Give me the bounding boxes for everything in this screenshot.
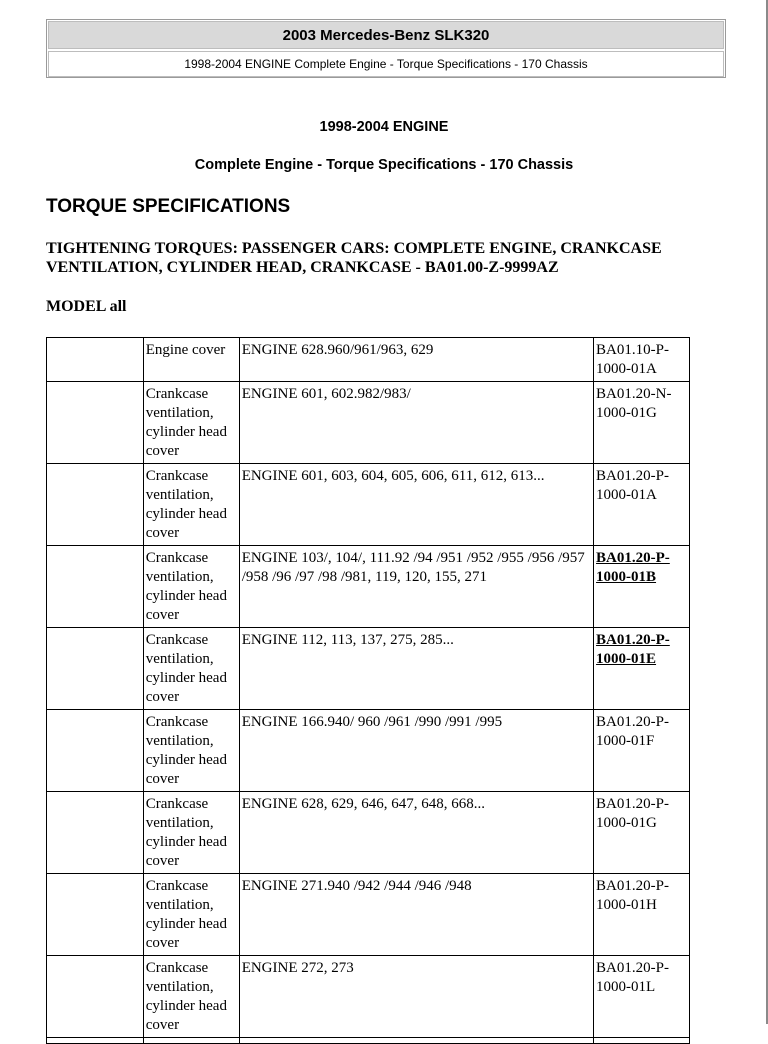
table-row — [47, 874, 690, 956]
reference-cell: BA01.20-N-1000-01G — [594, 382, 690, 464]
table-row — [47, 464, 690, 546]
engine-cell: ENGINE 628.960/961/963, 629 — [239, 338, 593, 382]
reference-link[interactable]: BA01.20-P-1000-01E — [596, 632, 670, 667]
engine-cell: ENGINE 628, 629, 646, 647, 648, 668... — [239, 792, 593, 874]
component-cell: Crankcase ventilation, cylinder head cover — [143, 382, 239, 464]
model-label: MODEL all — [46, 298, 127, 315]
reference-cell: BA01.20-P-1000-01H — [594, 874, 690, 956]
table-row — [47, 792, 690, 874]
engine-cell: ENGINE 103/, 104/, 111.92 /94 /951 /952 /955 /956 /957 /958 /96 /97 /98 /981, 119, 120, 155, 271 — [239, 546, 593, 628]
table-row — [47, 710, 690, 792]
vehicle-title: 2003 Mercedes-Benz SLK320 — [48, 21, 724, 49]
row-blank-cell — [47, 1038, 144, 1044]
torque-spec-table — [46, 337, 690, 1044]
reference-cell: BA01.20-P-1000-01A — [594, 464, 690, 546]
engine-cell: ENGINE 601, 603, 604, 605, 606, 611, 612, 613... — [239, 464, 593, 546]
reference-cell: BA01.20-P-1000-01L — [594, 956, 690, 1038]
component-cell: Engine cover — [143, 338, 239, 382]
section-title: 1998-2004 ENGINE — [319, 119, 449, 135]
reference-cell — [594, 1038, 690, 1044]
table-heading: TIGHTENING TORQUES: PASSENGER CARS: COMPLETE ENGINE, CRANKCASE VENTILATION, CYLINDER HEAD, CRANKCASE - BA01.00-Z-9999AZ — [46, 240, 662, 276]
engine-cell: ENGINE 272, 273 — [239, 956, 593, 1038]
page-heading: TORQUE SPECIFICATIONS — [46, 196, 291, 217]
document-header — [46, 19, 726, 78]
engine-cell: ENGINE 112, 113, 137, 275, 285... — [239, 628, 593, 710]
component-cell: Crankcase ventilation, cylinder head cover — [143, 464, 239, 546]
component-cell: Crankcase ventilation, cylinder head cover — [143, 628, 239, 710]
row-blank-cell — [47, 382, 144, 464]
component-cell: Crankcase ventilation, cylinder head cover — [143, 710, 239, 792]
row-blank-cell — [47, 464, 144, 546]
engine-cell: ENGINE 166.940/ 960 /961 /990 /991 /995 — [239, 710, 593, 792]
reference-cell: BA01.20-P-1000-01F — [594, 710, 690, 792]
engine-cell — [239, 1038, 593, 1044]
table-row — [47, 628, 690, 710]
row-blank-cell — [47, 338, 144, 382]
engine-cell: ENGINE 271.940 /942 /944 /946 /948 — [239, 874, 593, 956]
reference-link[interactable]: BA01.20-P-1000-01B — [596, 550, 670, 585]
component-cell: Crankcase ventilation, cylinder head cover — [143, 546, 239, 628]
reference-cell[interactable] — [594, 628, 690, 710]
reference-cell[interactable] — [594, 546, 690, 628]
table-row — [47, 956, 690, 1038]
row-blank-cell — [47, 956, 144, 1038]
engine-cell: ENGINE 601, 602.982/983/ — [239, 382, 593, 464]
row-blank-cell — [47, 874, 144, 956]
reference-cell: BA01.10-P-1000-01A — [594, 338, 690, 382]
document-subtitle: 1998-2004 ENGINE Complete Engine - Torque Specifications - 170 Chassis — [48, 51, 724, 77]
component-cell: Crankcase ventilation, cylinder head cover — [143, 874, 239, 956]
table-row — [47, 338, 690, 382]
reference-cell: BA01.20-P-1000-01G — [594, 792, 690, 874]
row-blank-cell — [47, 792, 144, 874]
component-cell — [143, 1038, 239, 1044]
table-row — [47, 1038, 690, 1044]
table-row — [47, 382, 690, 464]
row-blank-cell — [47, 710, 144, 792]
row-blank-cell — [47, 546, 144, 628]
table-row — [47, 546, 690, 628]
component-cell: Crankcase ventilation, cylinder head cover — [143, 956, 239, 1038]
component-cell: Crankcase ventilation, cylinder head cover — [143, 792, 239, 874]
subsection-title: Complete Engine - Torque Specifications - 170 Chassis — [194, 157, 574, 173]
row-blank-cell — [47, 628, 144, 710]
